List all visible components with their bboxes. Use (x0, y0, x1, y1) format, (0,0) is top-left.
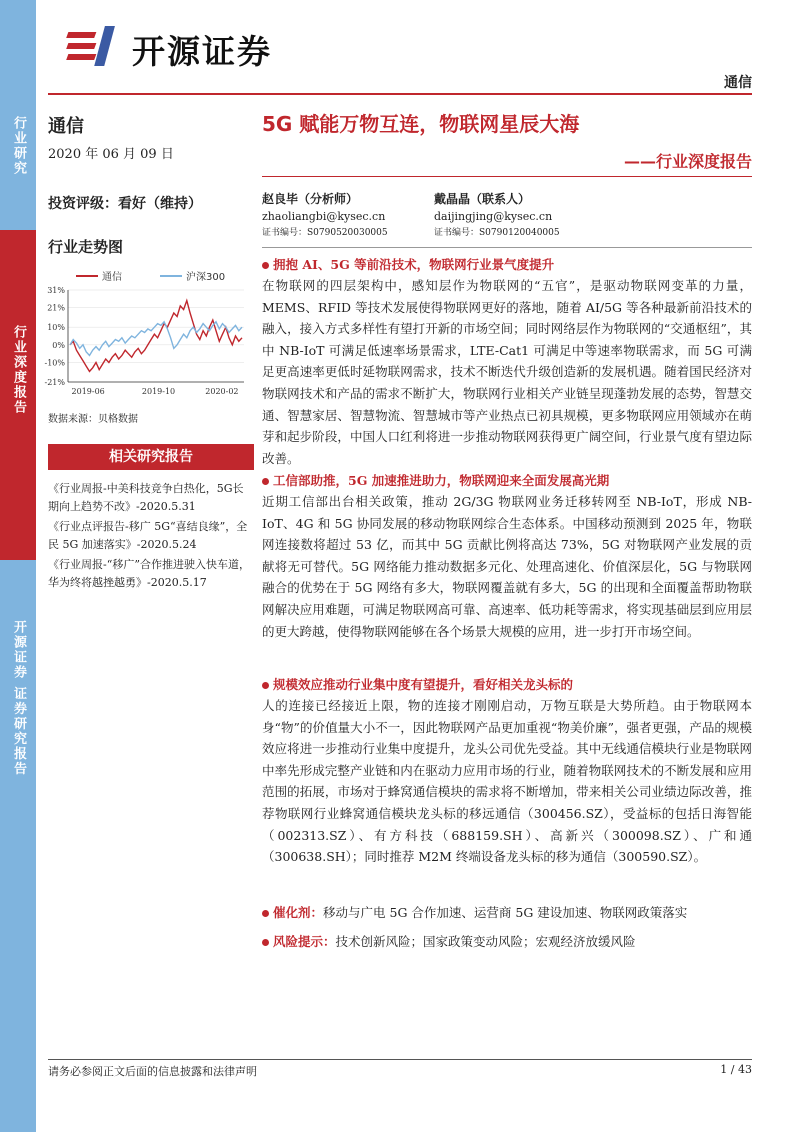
bullet-icon (262, 939, 269, 946)
x-tick-label: 2019-10 (141, 387, 176, 396)
contact-name: 戴晶晶（联系人） (434, 192, 531, 206)
side-label-middle: 行业深度报告 (11, 325, 26, 415)
report-title: 5G 赋能万物互连，物联网星辰大海 (262, 112, 580, 136)
header-divider (48, 93, 752, 95)
section-heading: 规模效应推动行业集中度有望提升，看好相关龙头标的 (262, 676, 752, 694)
header-category: 通信 (724, 75, 752, 91)
section-body: 人的连接已经接近上限，物的连接才刚刚启动，万物互联是大势所趋。由于物联网本身“物”的价值量大小不一，因此物联网产品更加重视“物美价廉”，强者更强，产品的规模效应将进一步推动行业集中度提升，龙头公司优先受益。其中无线通信模块行业是物联网中率先形成完整产业链和内在驱动力应用市场的行业，随着物联网技术的不断发展和应用范围的拓展，市场对于蜂窝通信模块的需求将不断增加，带来相关公司业绩边际改善，推荐物联网行业蜂窝通信模块龙头标的移远通信（300456.SZ），受益标的包括日海智能（002313.SZ）、有方科技（688159.SH）、高新兴（300098.SZ）、广和通（300638.SH）；同时推荐 M2M 终端设备龙头标的移为通信（300590.SZ）。 (262, 698, 752, 865)
title-divider (262, 176, 752, 177)
related-report-item[interactable]: 《行业点评报告-移广 5G“喜结良缘”，全民 5G 加速落实》-2020.5.24 (48, 520, 248, 551)
series-line-telecom (70, 301, 242, 372)
footer-notice: 请务必参阅正文后面的信息披露和法律声明 (48, 1065, 257, 1078)
risk-text: 技术创新风险；国家政策变动风险；宏观经济放缓风险 (335, 934, 636, 949)
series-line-csi300 (70, 322, 242, 356)
section-heading: 拥抱 AI、5G 等前沿技术，物联网行业景气度提升 (262, 256, 752, 274)
y-tick-label: 0% (52, 340, 65, 350)
analyst-name: 赵良毕（分析师） (262, 192, 359, 206)
section-body: 在物联网的四层架构中，感知层作为物联网的“五官”，是驱动物联网变革的力量，MEMS、RFID 等技术发展使得物联网更好的落地，随着 AI/5G 等各种最新前沿技术的融入，接入方式多样性有望打开新的市场空间；同时网络层作为物联网的“交通枢纽”，其中 NB-IoT 可满足低速率场景需求，LTE-Cat1 可满足中等速率物联需求，而 5G 可满足更高速率更低时延物联网需求，技术不断迭代升级创造新的发展机遇。随着国民经济对物联网技术和产品的需求不断扩大，物联网行业相关产业链呈现蓬勃发展的态势，智慧交通、智慧家居、智慧物流、智慧城市等产业热点已初具规模，更多物联网应用领域亦在萌芽和起步阶段，中国人口红利将进一步推动物联网获得更广阔空间，行业景气度有望边际改善。 (262, 278, 752, 466)
chart-source: 数据来源：贝格数据 (48, 414, 138, 425)
related-report-item[interactable]: 《行业周报-“移广”合作推进驶入快车道，华为终将越挫越勇》-2020.5.17 (48, 558, 250, 589)
investment-rating: 投资评级：看好（维持） (48, 196, 202, 212)
related-reports-title: 相关研究报告 (48, 444, 254, 470)
analyst-card (262, 191, 388, 242)
y-tick-label: 31% (47, 286, 65, 295)
page-number: 1 / 43 (720, 1063, 752, 1076)
contact-cert: 证书编号：S0790120040005 (434, 228, 560, 238)
catalyst-text: 移动与广电 5G 合作加速、运营商 5G 建设加速、物联网政策落实 (323, 905, 688, 920)
contact-card (434, 191, 560, 242)
brand-name: 开源证券 (132, 32, 272, 71)
analyst-email[interactable]: zhaoliangbi@kysec.cn (262, 210, 386, 223)
legend-label: 通信 (102, 272, 122, 283)
catalyst-line (262, 904, 752, 922)
bullet-icon (262, 478, 269, 485)
section-body: 近期工信部出台相关政策，推动 2G/3G 物联网业务迁移转网至 NB-IoT，形成 NB-IoT、4G 和 5G 协同发展的移动物联网综合生态体系。中国移动预测到 2025 年，物联网连接数将超过 53 亿，而其中 5G 贡献比例将高达 73%，5G 对物联网产业发展的贡献将无可替代。5G 网络能力推动数据多元化、处理高速化、价值深层化，5G 与物联网融合的优势在于 5G 网络有多大，物联网覆盖就有多大，5G 的出现和全面覆盖帮助物联网解决应用难题，可满足物联网高可靠、高速率、低功耗等需求，将实现基础层到应用层的更大跨越，使得物联网能够在各个场景大规模的应用，进一步打开市场空间。 (262, 494, 752, 639)
report-date: 2020 年 06 月 09 日 (48, 147, 174, 162)
related-report-item[interactable]: 《行业周报-中美科技竞争白热化，5G长期向上趋势不改》-2020.5.31 (48, 482, 244, 513)
risk-label: 风险提示： (273, 934, 336, 949)
bullet-icon (262, 682, 269, 689)
side-label-top: 行业研究 (11, 116, 26, 176)
footer-divider (48, 1059, 752, 1060)
analyst-divider (262, 247, 752, 248)
bullet-icon (262, 262, 269, 269)
side-label-bottom: 开源证券 证券研究报告 (11, 619, 26, 777)
section-heading: 工信部助推，5G 加速推进助力，物联网迎来全面发展高光期 (262, 472, 752, 490)
legend-label: 沪深300 (186, 272, 226, 283)
side-stripe (0, 0, 36, 1132)
related-reports-list (48, 480, 254, 594)
trend-chart (40, 264, 254, 404)
bullet-icon (262, 910, 269, 917)
catalyst-label: 催化剂： (273, 905, 324, 920)
trend-chart-title: 行业走势图 (48, 238, 124, 256)
analyst-cert: 证书编号：S0790520030005 (262, 228, 388, 238)
x-tick-label: 2020-02 (205, 387, 239, 396)
contact-email[interactable]: daijingjing@kysec.cn (434, 210, 553, 223)
x-tick-label: 2019-06 (71, 387, 105, 396)
sector-name: 通信 (48, 116, 84, 137)
risk-line (262, 933, 752, 951)
report-subtitle: ——行业深度报告 (623, 152, 752, 171)
y-tick-label: 10% (47, 323, 65, 333)
y-tick-label: -10% (44, 358, 65, 368)
y-tick-label: 21% (47, 303, 65, 313)
y-tick-label: -21% (44, 378, 65, 387)
